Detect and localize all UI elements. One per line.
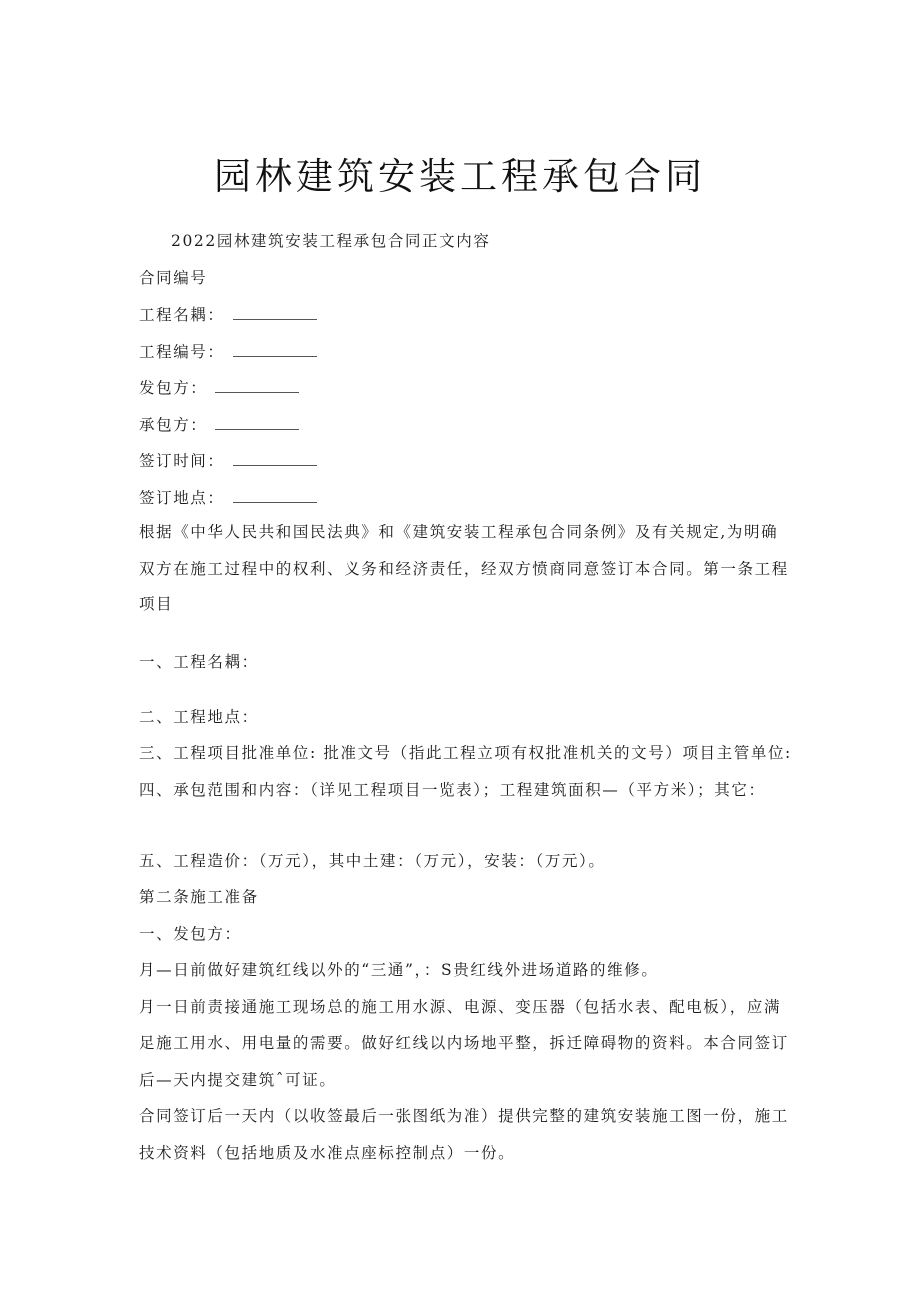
- paragraph-line: 五、工程造价：（万元），其中土建：（万元），安装：（万元）。: [139, 852, 606, 870]
- field-label: 工程名耦：: [139, 306, 225, 324]
- paragraph-line: 根据《中华人民共和国民法典》和《建筑安装工程承包合同条例》及有关规定,为明确: [139, 523, 779, 541]
- blank-line: [233, 355, 317, 357]
- paragraph-line: 一、发包方：: [139, 925, 242, 943]
- field-label: 发包方：: [139, 379, 208, 397]
- paragraph-line: 月一日前责接通施工现场总的施工用水源、电源、变压器（包括水表、配电板），应满: [139, 998, 782, 1016]
- paragraph-line: 足施工用水、用电量的需要。做好红线以内场地平整，拆迁障碍物的资料。本合同签订: [139, 1034, 789, 1052]
- field-employer: [139, 376, 299, 398]
- paragraph-line: 合同签订后一天内（以收签最后一张图纸为准）提供完整的建筑安装施工图一份，施工: [139, 1107, 789, 1125]
- field-label: 承包方：: [139, 416, 208, 434]
- field-contract-number: [139, 266, 207, 288]
- paragraph-line: 项目: [139, 595, 174, 613]
- blank-line: [215, 391, 299, 393]
- field-contractor: [139, 413, 299, 435]
- paragraph-line: 双方在施工过程中的权利、义务和经济责任，经双方愤商同意签订本合同。第一条工程: [139, 560, 789, 578]
- blank-line: [233, 501, 317, 503]
- field-project-name: [139, 303, 317, 325]
- document-title: 园林建筑安装工程承包合同: [214, 155, 706, 198]
- paragraph-line: 四、承包范围和内容：（详见工程项目一览表）；工程建筑面积—（平方米）；其它：: [139, 781, 766, 799]
- blank-line: [233, 464, 317, 466]
- field-label: 签订地点：: [139, 489, 225, 507]
- blank-line: [233, 318, 317, 320]
- paragraph-line: 二、工程地点：: [139, 708, 259, 726]
- paragraph-line: 后—天内提交建筑ˆ可证。: [139, 1071, 337, 1089]
- field-sign-place: [139, 486, 317, 508]
- paragraph-line: 一、工程名耦：: [139, 653, 259, 671]
- field-label: 签订时间：: [139, 452, 225, 470]
- field-project-number: [139, 340, 317, 362]
- paragraph-line: 三、工程项目批准单位: 批准文号（指此工程立项有权批准机关的文号）项目主管单位:: [139, 744, 792, 762]
- document-subtitle: 2022园林建筑安装工程承包合同正文内容: [171, 232, 491, 250]
- field-label: 合同编号: [139, 269, 208, 287]
- field-label: 工程编号：: [139, 343, 225, 361]
- paragraph-line: 月—日前做好建筑红线以外的“三通”，：S贵红线外进场道路的维修。: [139, 961, 659, 979]
- paragraph-line: 第二条施工准备: [139, 888, 259, 906]
- paragraph-line: 技术资料（包括地质及水准点座标控制点）一份。: [139, 1144, 516, 1162]
- field-sign-date: [139, 449, 317, 471]
- blank-line: [215, 428, 299, 430]
